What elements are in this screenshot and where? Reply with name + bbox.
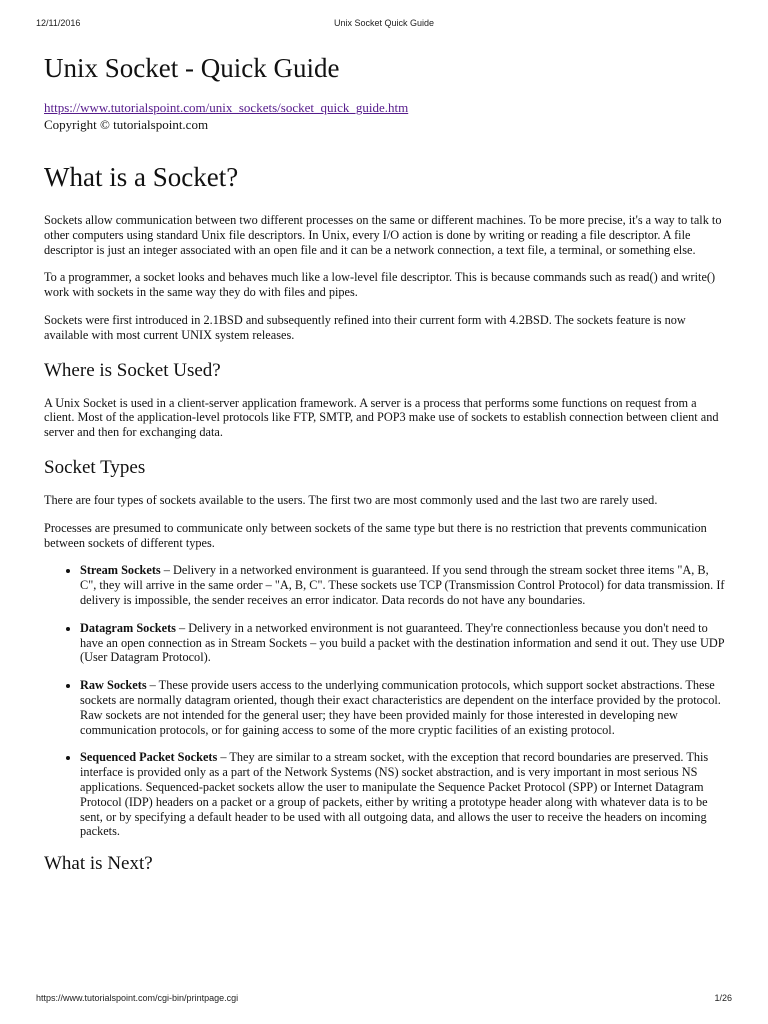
- heading-socket-types: Socket Types: [44, 456, 146, 478]
- heading-whats-next: What is Next?: [44, 853, 153, 875]
- list-item-term: Stream Sockets: [80, 563, 161, 578]
- list-item-desc: – These provide users access to the underlying communication protocols, which support socket abstractions. These sockets are normally datagram oriented, though their exact characteristics are dependent on the interface provided by the protocol. Raw sockets are not intended for the general user; they have been provided mainly for those interested in developing new communication protocols, or for gaining access to some of the more cryptic facilities of an existing protocol.: [80, 678, 721, 737]
- list-item-term: Sequenced Packet Sockets: [80, 750, 218, 765]
- list-item-term: Datagram Sockets: [80, 620, 176, 635]
- list-item: [80, 750, 728, 839]
- paragraph: Sockets allow communication between two different processes on the same or different machines. To be more precise, it's a way to talk to other computers using standard Unix file descriptors. In Unix, every I/O action is done by writing or reading a file descriptor. A file descriptor is just an integer associated with an open file and it can be a network connection, a text file, a terminal, or something else.: [44, 213, 722, 257]
- paragraph: To a programmer, a socket looks and behaves much like a low-level file descriptor. This is because commands such as read() and write() work with sockets in the same way they do with files and pipes.: [44, 270, 716, 300]
- paragraph: There are four types of sockets available to the users. The first two are most commonly used and the last two are rarely used.: [44, 492, 658, 507]
- paragraph: Processes are presumed to communicate only between sockets of the same type but there is no restriction that prevents communication between sockets of different types.: [44, 520, 707, 550]
- list-item-desc: – Delivery in a networked environment is guaranteed. If you send through the stream socket three items "A, B, C", they will arrive in the same order – "A, B, C". These sockets use TCP (Transmission Control Protocol) for data transmission. If delivery is impossible, the sender receives an error indicator. Data records do not have any boundaries.: [80, 563, 725, 607]
- heading-where-used: Where is Socket Used?: [44, 359, 221, 381]
- list-item: [80, 563, 728, 607]
- heading-what-is-socket: What is a Socket?: [44, 162, 239, 192]
- list-item: [80, 678, 728, 737]
- copyright-text: Copyright © tutorialspoint.com: [44, 117, 209, 132]
- page-title: Unix Socket - Quick Guide: [44, 53, 340, 83]
- list-item-desc: – They are similar to a stream socket, with the exception that record boundaries are preserved. This interface is provided only as a part of the Network Systems (NS) socket abstraction, and is very important in most serious NS applications. Sequenced-packet sockets allow the user to manipulate the Sequence Packet Protocol (SPP) or Internet Datagram Protocol (IDP) headers on a packet or a group of packets, either by writing a prototype header along with whatever data is to be sent, or by specifying a default header to be used with all outgoing data, and allows the user to receive the headers on incoming packets.: [80, 750, 709, 839]
- socket-types-list: [44, 563, 728, 839]
- paragraph: A Unix Socket is used in a client-server application framework. A server is a process that performs some functions on request from a client. Most of the application-level protocols like FTP, SMTP, and POP3 make use of sockets to establish connection between client and server and then for exchanging data.: [44, 395, 719, 440]
- print-title: Unix Socket Quick Guide: [333, 18, 435, 28]
- source-link[interactable]: https://www.tutorialspoint.com/unix_sockets/socket_quick_guide.htm: [44, 100, 409, 115]
- print-date: 12/11/2016: [36, 18, 81, 28]
- page-number: 1/26: [714, 993, 732, 1003]
- list-item: [80, 621, 728, 665]
- list-item-term: Raw Sockets: [80, 678, 147, 693]
- list-item-desc: – Delivery in a networked environment is not guaranteed. They're connectionless because you don't need to have an open connection as in Stream Sockets – you build a packet with the destination information and send it out. They use UDP (User Datagram Protocol).: [80, 620, 725, 665]
- print-footer-url: https://www.tutorialspoint.com/cgi-bin/printpage.cgi: [36, 993, 239, 1003]
- document-body: [44, 50, 728, 876]
- paragraph: Sockets were first introduced in 2.1BSD and subsequently refined into their current form with 4.2BSD. The sockets feature is now available with most current UNIX system releases.: [44, 312, 686, 342]
